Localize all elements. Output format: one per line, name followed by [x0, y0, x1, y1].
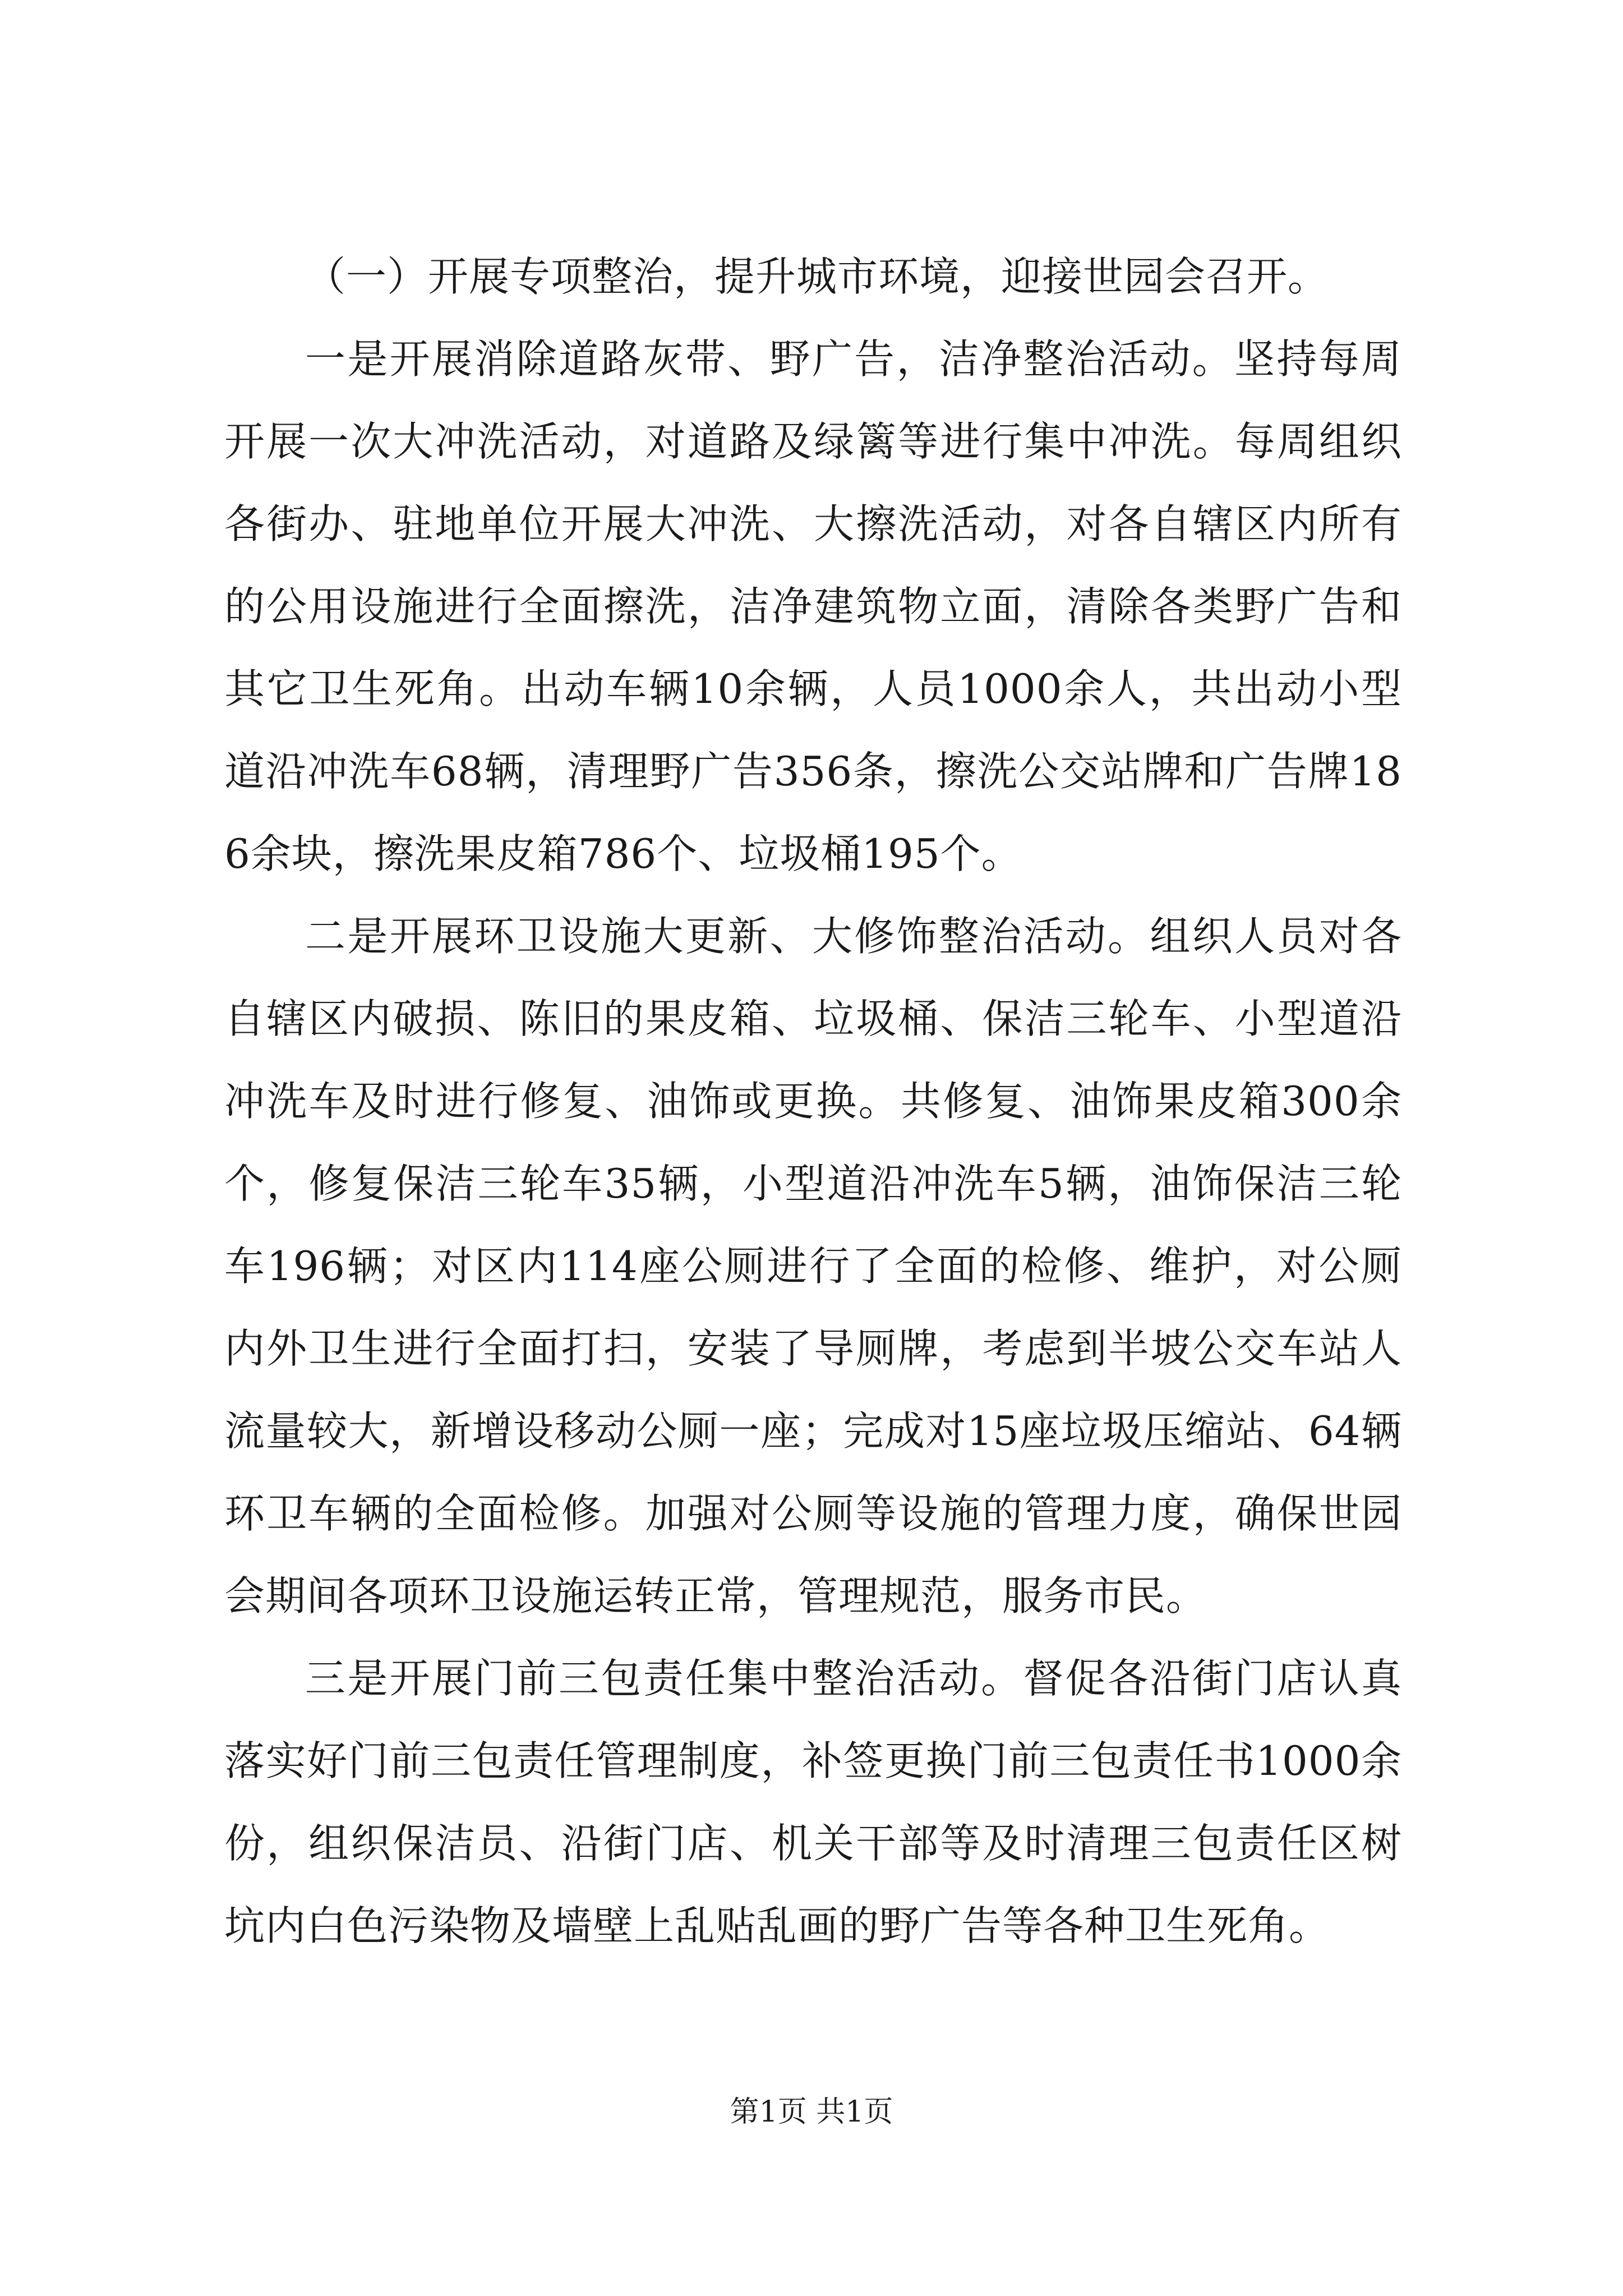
- page-footer: 第1页 共1页: [730, 2095, 893, 2129]
- paragraph-2: 二是开展环卫设施大更新、大修饰整治活动。组织人员对各自辖区内破损、陈旧的果皮箱、垃圾桶、保洁三轮车、小型道沿冲洗车及时进行修复、油饰或更换。共修复、油饰果皮箱300余个，修复保洁三轮车35辆，小型道沿冲洗车5辆，油饰保洁三轮车196辆；对区内114座公厕进行了全面的检修、维护，对公厕内外卫生进行全面打扫，安装了导厕牌，考虑到半坡公交车站人流量较大，新增设移动公厕一座；完成对15座垃圾压缩站、64辆环卫车辆的全面检修。加强对公厕等设施的管理力度，确保世园会期间各项环卫设施运转正常，管理规范，服务市民。: [224, 913, 1402, 1619]
- paragraph-1: 一是开展消除道路灰带、野广告，洁净整治活动。坚持每周开展一次大冲洗活动，对道路及绿篱等进行集中冲洗。每周组织各街办、驻地单位开展大冲洗、大擦洗活动，对各自辖区内所有的公用设施进行全面擦洗，洁净建筑物立面，清除各类野广告和其它卫生死角。出动车辆10余辆，人员1000余人，共出动小型道沿冲洗车68辆，清理野广告356条，擦洗公交站牌和广告牌186余块，擦洗果皮箱786个、垃圾桶195个。: [224, 335, 1402, 877]
- document-body: [224, 236, 1402, 1967]
- paragraph-3: 三是开展门前三包责任集中整治活动。督促各沿街门店认真落实好门前三包责任管理制度，补签更换门前三包责任书1000余份，组织保洁员、沿街门店、机关干部等及时清理三包责任区树坑内白色污染物及墙壁上乱贴乱画的野广告等各种卫生死角。: [224, 1655, 1402, 1949]
- section-heading: （一）开展专项整治，提升城市环境，迎接世园会召开。: [305, 253, 1329, 300]
